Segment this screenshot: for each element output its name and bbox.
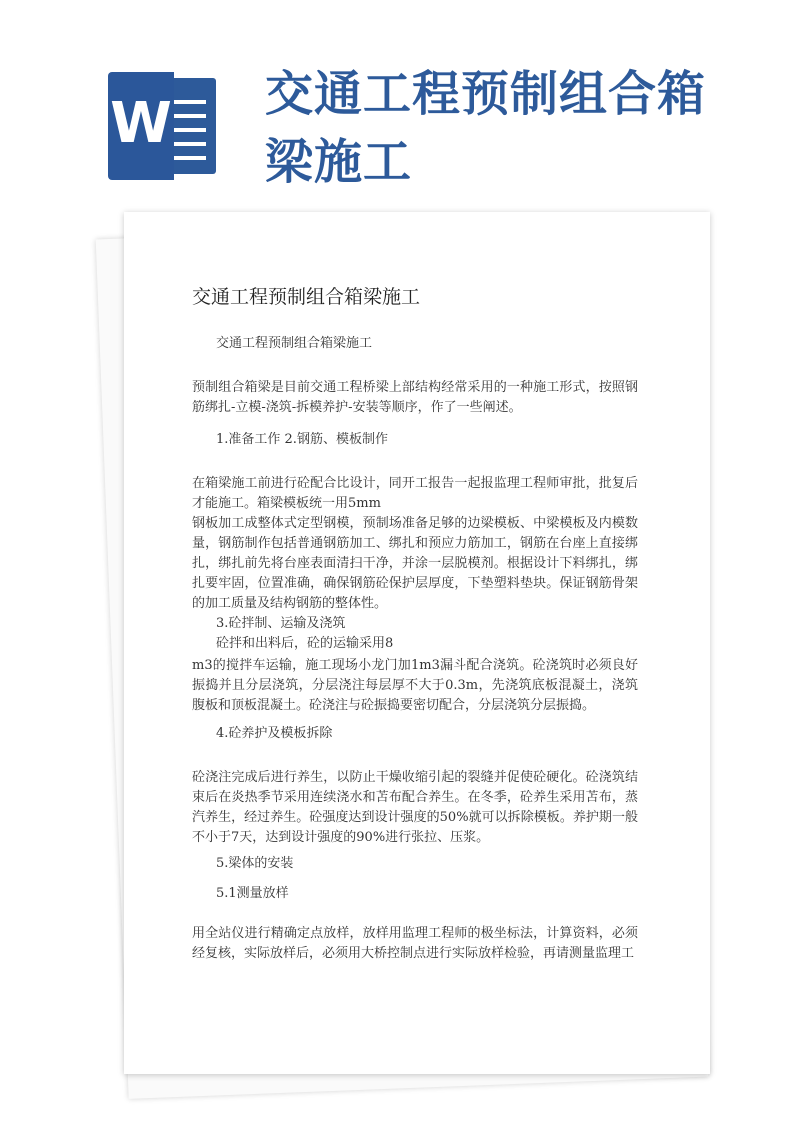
- section-heading-4: 4.砼养护及模板拆除: [216, 726, 333, 741]
- section-3-paragraph: m3的搅拌车运输，施工现场小龙门加1m3漏斗配合浇筑。砼浇筑时必须良好振捣并且分层浇筑，分层浇注每层厚不大于0.3m，先浇筑底板混凝土，浇筑腹板和顶板混凝土。砼浇注与砼振捣要密切配合，分层浇筑分层振捣。: [192, 658, 638, 713]
- section-heading-5: 5.梁体的安装: [216, 856, 294, 871]
- logo-letter: W: [110, 91, 172, 156]
- word-logo-icon: [108, 72, 220, 180]
- section-heading-5-1: 5.1测量放样: [216, 886, 289, 901]
- section-5-paragraph: 用全站仪进行精确定点放样，放样用监理工程师的极坐标法，计算资料，必须经复核，实际放样后，必须用大桥控制点进行实际放样检验，再请测量监理工: [192, 926, 638, 961]
- intro-paragraph: 预制组合箱梁是目前交通工程桥梁上部结构经常采用的一种施工形式，按照钢筋绑扎-立模-浇筑-拆模养护-安装等顺序，作了一些阐述。: [192, 380, 638, 415]
- section-heading-3: 3.砼拌制、运输及浇筑: [216, 616, 346, 631]
- page-title: 交通工程预制组合箱梁施工: [265, 66, 707, 190]
- document-page: [124, 212, 710, 1074]
- section-1-paragraph-continued: 钢板加工成整体式定型钢模，预制场准备足够的边梁模板、中梁模板及内模数量，钢筋制作包括普通钢筋加工、绑扎和预应力筋加工，钢筋在台座上直接绑扎，绑扎前先将台座表面清扫干净，并涂一层脱模剂。根据设计下料绑扎，绑扎要牢固，位置准确，确保钢筋砼保护层厚度，下垫塑料垫块。保证钢筋骨架的加工质量及结构钢筋的整体性。: [192, 516, 638, 611]
- document-subtitle: 交通工程预制组合箱梁施工: [216, 336, 373, 351]
- section-1-paragraph: 在箱梁施工前进行砼配合比设计，同开工报告一起报监理工程师审批，批复后才能施工。箱梁模板统一用5mm: [192, 476, 638, 511]
- section-3-line: 砼拌和出料后，砼的运输采用8: [216, 636, 394, 651]
- section-4-paragraph: 砼浇注完成后进行养生，以防止干燥收缩引起的裂缝并促使砼硬化。砼浇筑结束后在炎热季节采用连续浇水和苫布配合养生。在冬季，砼养生采用苫布，蒸汽养生，经过养生。砼强度达到设计强度的50%就可以拆除模板。养护期一般不小于7天，达到设计强度的90%进行张拉、压浆。: [192, 770, 638, 845]
- section-heading-1: 1.准备工作 2.钢筋、模板制作: [216, 432, 388, 447]
- document-title: 交通工程预制组合箱梁施工: [192, 286, 421, 308]
